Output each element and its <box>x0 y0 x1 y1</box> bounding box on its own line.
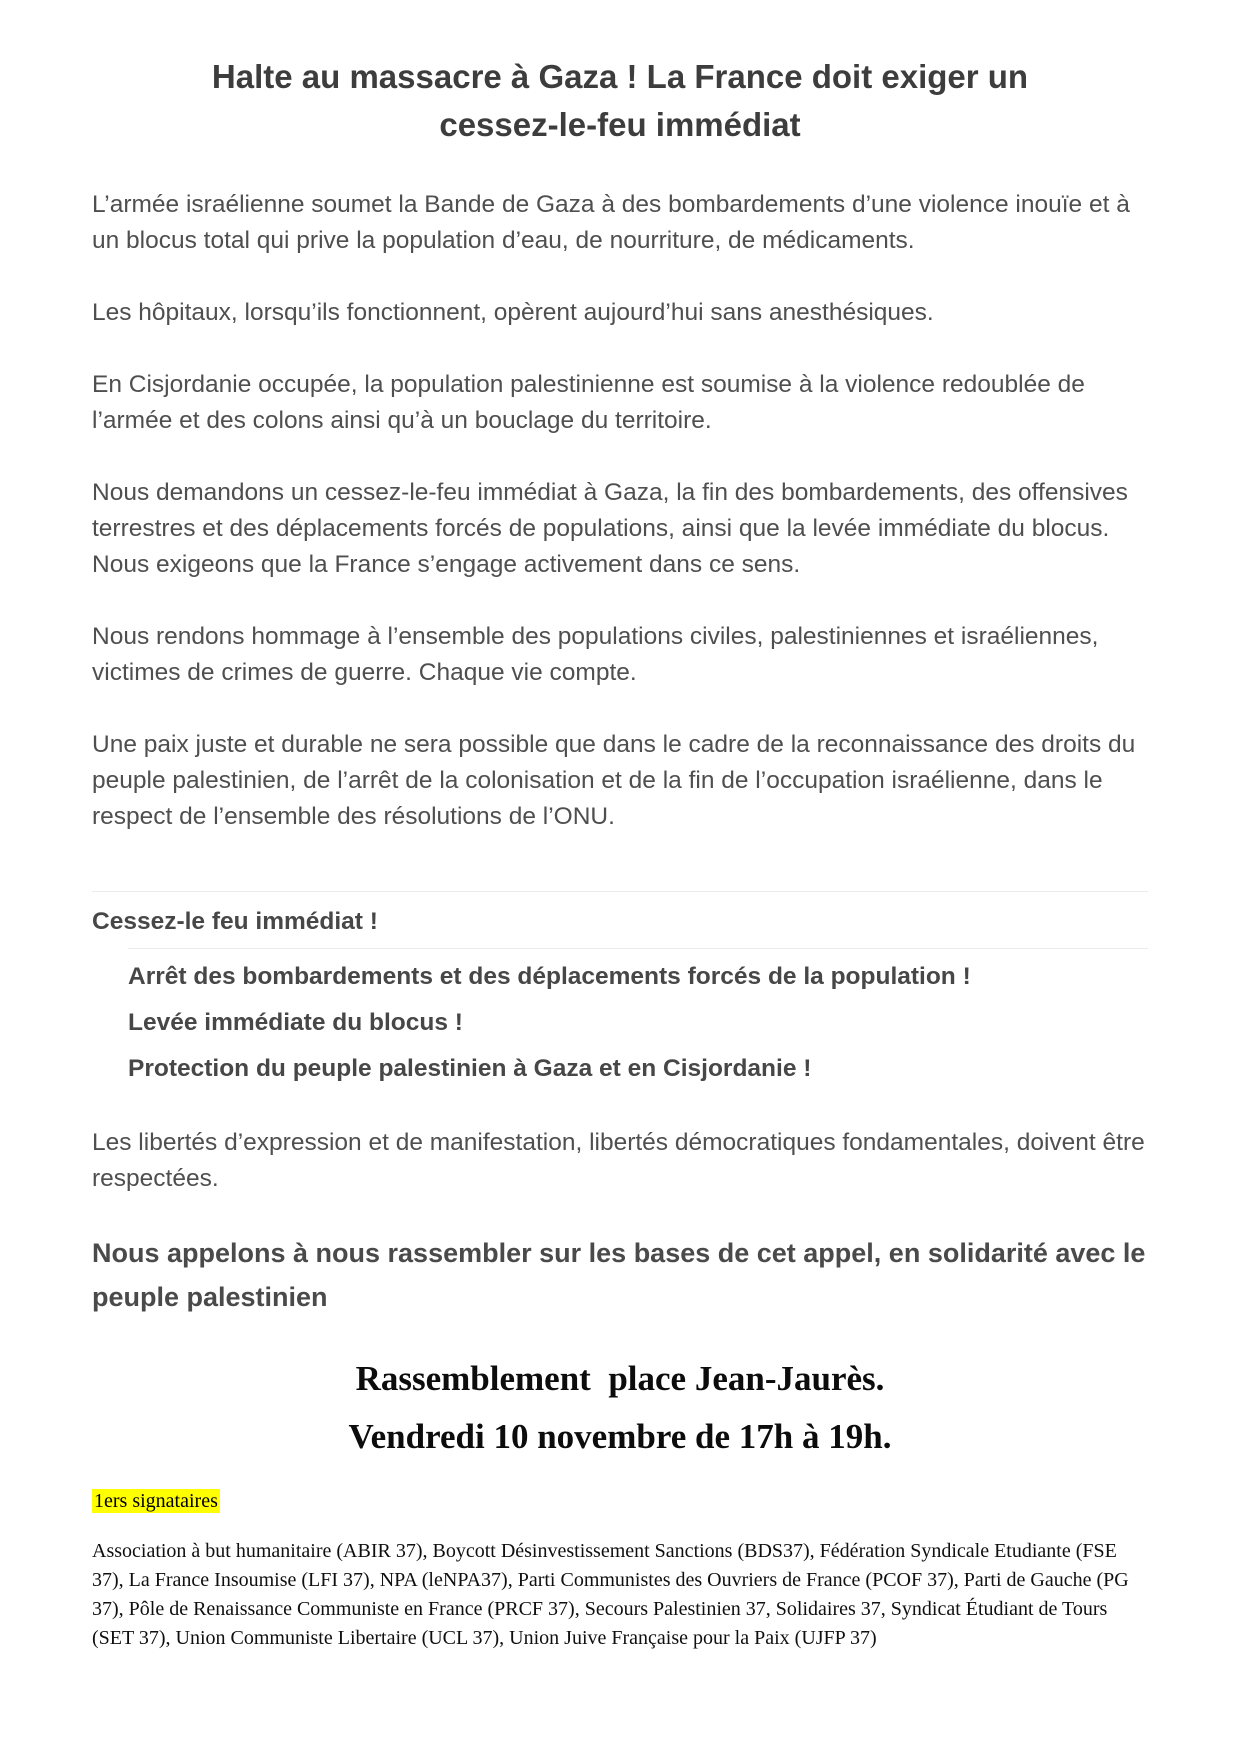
paragraph-army: L’armée israélienne soumet la Bande de Gaza à des bombardements d’une violence inouïe et à un blocus total qui prive la population d’eau, de nourriture, de médicaments. <box>92 191 1130 254</box>
page-title-line-2: cessez-le-feu immédiat <box>439 106 801 143</box>
slogan-protection: Protection du peuple palestinien à Gaza et en Cisjordanie ! <box>128 1055 812 1082</box>
rally-place: Rassemblement place Jean-Jaurès. <box>355 1359 885 1398</box>
rally-datetime: Vendredi 10 novembre de 17h à 19h. <box>348 1417 892 1456</box>
slogan-stop-bombing: Arrêt des bombardements et des déplacements forcés de la population ! <box>128 963 971 990</box>
slogan-ceasefire: Cessez-le feu immédiat ! <box>92 908 378 935</box>
paragraph-peace: Une paix juste et durable ne sera possible que dans le cadre de la reconnaissance des droits du peuple palestinien, de l’arrêt de la colonisation et de la fin de l’occupation israélienne, dans le respect de l’ensemble des résolutions de l’ONU. <box>92 731 1136 830</box>
signatories-label-row <box>92 1487 1148 1515</box>
paragraph-hospitals: Les hôpitaux, lorsqu’ils fonctionnent, opèrent aujourd’hui sans anesthésiques. <box>92 299 934 326</box>
page-title <box>92 53 1148 149</box>
slogan-lift-blockade: Levée immédiate du blocus ! <box>128 1009 463 1036</box>
paragraph-cisjordanie: En Cisjordanie occupée, la population palestinienne est soumise à la violence redoublée de l’armée et des colons ainsi qu’à un bouclage du territoire. <box>92 371 1085 434</box>
call-to-action: Nous appelons à nous rassembler sur les bases de cet appel, en solidarité avec le peuple palestinien <box>92 1238 1146 1312</box>
section-divider-top <box>92 891 1148 892</box>
page-title-line-1: Halte au massacre à Gaza ! La France doit exiger un <box>211 58 1029 95</box>
signatories-list: Association à but humanitaire (ABIR 37), Boycott Désinvestissement Sanctions (BDS37), Fédération Syndicale Etudiante (FSE 37), La France Insoumise (LFI 37), NPA (leNPA37), Parti Communistes des Ouvriers de France (PCOF 37), Parti de Gauche (PG 37), Pôle de Renaissance Communiste en France (PRCF 37), Secours Palestinien 37, Solidaires 37, Syndicat Étudiant de Tours (SET 37), Union Communiste Libertaire (UCL 37), Union Juive Française pour la Paix (UJFP 37) <box>92 1540 1129 1649</box>
signatories-label-highlight: 1ers signataires <box>94 1490 218 1512</box>
section-divider-slogans <box>128 948 1148 949</box>
paragraph-homage: Nous rendons hommage à l’ensemble des populations civiles, palestiniennes et israéliennes, victimes de crimes de guerre. Chaque vie compte. <box>92 623 1099 686</box>
paragraph-demands-part-2: Nous exigeons que la France s’engage activement dans ce sens. <box>92 551 801 578</box>
paragraph-liberties: Les libertés d’expression et de manifestation, libertés démocratiques fondamentales, doivent être respectées. <box>92 1129 1145 1192</box>
paragraph-demands-part-1: Nous demandons un cessez-le-feu immédiat à Gaza, la fin des bombardements, des offensives terrestres et des déplacements forcés de populations, ainsi que la levée immédiate du blocus. <box>92 479 1128 542</box>
paragraph-demands <box>92 475 1148 583</box>
